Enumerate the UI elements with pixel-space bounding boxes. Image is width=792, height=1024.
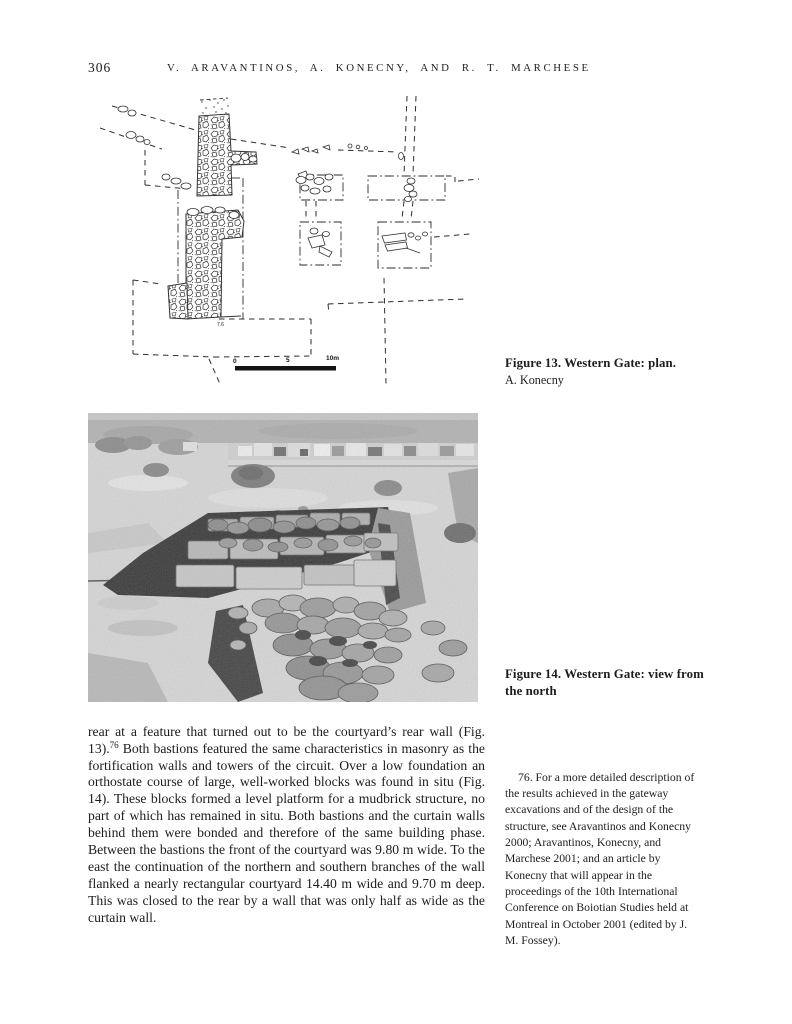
figure-14-caption bbox=[505, 666, 705, 700]
plan-elevation-label: 7.6 bbox=[217, 322, 224, 328]
figure-13-caption-title: Figure 13. Western Gate: plan. bbox=[505, 356, 677, 370]
photo-film-grain-overlay bbox=[88, 413, 478, 702]
scale-label-10m: 10m bbox=[326, 355, 340, 362]
plan-dashed-trench-lines bbox=[100, 96, 479, 384]
page-number: 306 bbox=[88, 60, 112, 75]
footnote-reference-76: 76 bbox=[109, 739, 119, 750]
scale-label-0: 0 bbox=[233, 358, 237, 365]
figure-13-caption bbox=[505, 355, 705, 389]
plan-scale-bar bbox=[233, 355, 339, 371]
figure-13-caption-credit: A. Konecny bbox=[505, 372, 564, 387]
margin-footnote-76: 76. For a more detailed description of the results achieved in the gateway excavations and of the design of the structure, see Aravantinos and Konecny 2000; Aravantinos, Konecny, and Marchese 2001; and an article by Konecny that will appear in the proceedings of the 10th International Conference on Boiotian Studies held at Montreal in October 2001 (edited by J. M. Fossey). bbox=[505, 770, 695, 948]
body-paragraph bbox=[88, 724, 485, 927]
body-continuation: Both bastions featured the same characteristics in masonry as the fortification walls and towers of the circuit. Over a low foundation an orthostate course of large, well-worked blocks was found in situ (Fig. 14). These blocks formed a level platform for a mudbrick structure, no part of which has remained in situ. Both bastions and the curtain walls behind them were bonded and therefore of the same building phase. Between the bastions the front of the courtyard was 9.80 m wide. To the east the continuation of the northern and southern branches of the wall flanked a nearly rectangular courtyard 14.40 m wide and 9.70 m deep. This was closed to the rear by a wall that was only half as wide as the curtain wall. bbox=[88, 740, 485, 925]
body-sentence-1: rear at a feature that turned out to be the courtyard’s rear wall (Fig. 13). bbox=[88, 723, 485, 756]
scale-label-5: 5 bbox=[286, 357, 290, 364]
figure-14-caption-title: Figure 14. Western Gate: view from the north bbox=[505, 667, 704, 698]
figure-14-photograph bbox=[88, 413, 478, 702]
figure-13-plan-drawing bbox=[98, 88, 483, 388]
plan-scattered-stones bbox=[118, 106, 368, 154]
running-head: V. ARAVANTINOS, A. KONECNY, AND R. T. MARCHESE bbox=[167, 62, 591, 74]
plan-rubble-wall-south bbox=[168, 207, 244, 320]
